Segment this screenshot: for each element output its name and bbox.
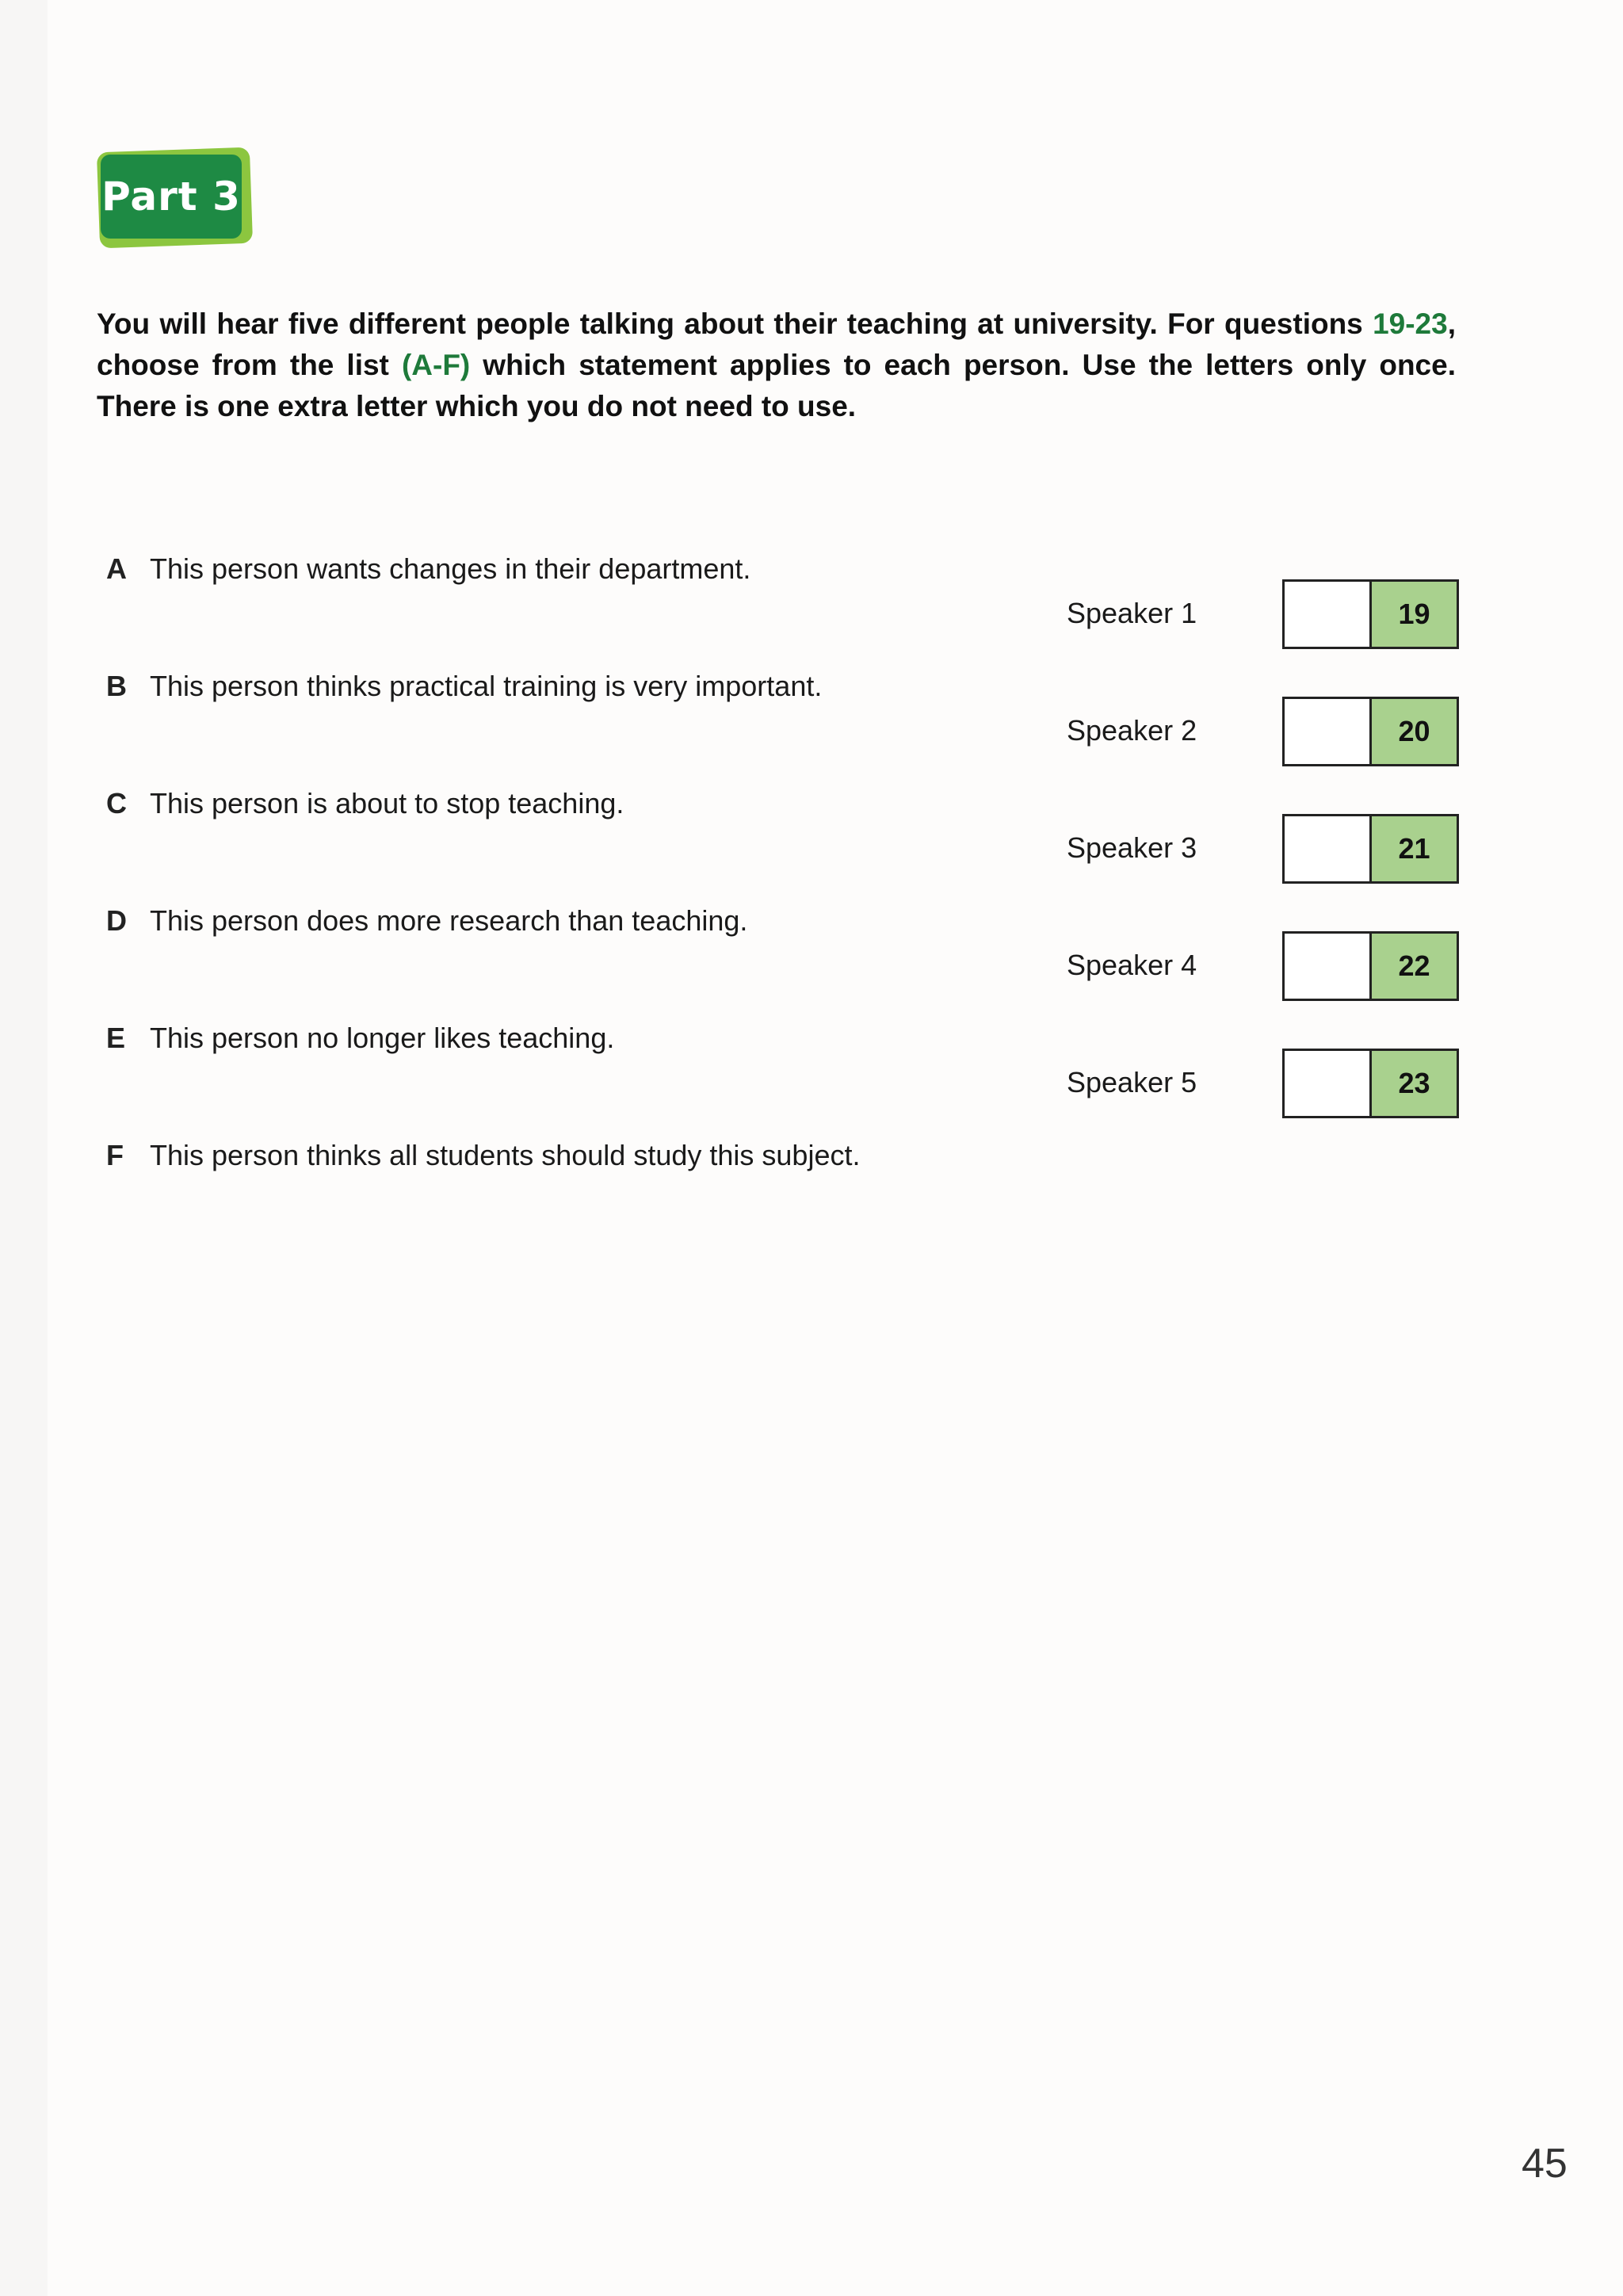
instructions-end: which statement applies to each person. Use the letters only once. There is one extra letter which you do not need to use. <box>97 349 1456 422</box>
answer-box-19 <box>1282 579 1459 649</box>
instructions <box>97 304 1456 427</box>
question-number: 23 <box>1372 1051 1457 1116</box>
question-number: 19 <box>1372 582 1457 647</box>
statement-letter: B <box>106 670 127 702</box>
answer-input[interactable] <box>1285 1051 1372 1116</box>
statement-text: This person is about to stop teaching. <box>150 787 624 819</box>
statement-letter: A <box>106 552 127 585</box>
speaker-row-3 <box>1067 814 1457 882</box>
instructions-intro: You will hear five different people talking about their teaching at university. For questions <box>97 308 1373 340</box>
statement-f <box>106 1136 860 1175</box>
statement-letter: F <box>106 1139 124 1171</box>
answer-box-23 <box>1282 1049 1459 1118</box>
answer-input[interactable] <box>1285 582 1372 647</box>
speaker-label: Speaker 5 <box>1067 1066 1197 1098</box>
statement-e <box>106 1018 614 1058</box>
statement-c <box>106 784 624 823</box>
speaker-row-4 <box>1067 931 1457 999</box>
statement-letter: D <box>106 904 127 937</box>
letter-range: (A-F) <box>401 349 471 381</box>
speaker-label: Speaker 3 <box>1067 831 1197 864</box>
question-range: 19-23 <box>1373 308 1448 340</box>
speaker-label: Speaker 1 <box>1067 597 1197 629</box>
statement-a <box>106 549 750 589</box>
answer-box-22 <box>1282 931 1459 1001</box>
instructions-middle: , choose from the list <box>97 308 1456 381</box>
answer-box-20 <box>1282 697 1459 766</box>
speaker-label: Speaker 2 <box>1067 714 1197 747</box>
statement-text: This person thinks all students should study this subject. <box>150 1139 861 1171</box>
statement-letter: C <box>106 787 127 819</box>
answer-input[interactable] <box>1285 934 1372 999</box>
answer-box-21 <box>1282 814 1459 884</box>
statement-text: This person no longer likes teaching. <box>150 1022 615 1054</box>
statement-text: This person does more research than teaching. <box>150 904 748 937</box>
speaker-row-2 <box>1067 697 1457 765</box>
question-number: 21 <box>1372 816 1457 881</box>
question-number: 22 <box>1372 934 1457 999</box>
answer-input[interactable] <box>1285 816 1372 881</box>
speaker-row-1 <box>1067 579 1457 648</box>
statement-text: This person thinks practical training is very important. <box>150 670 823 702</box>
statement-b <box>106 667 822 706</box>
question-number: 20 <box>1372 699 1457 764</box>
speaker-label: Speaker 4 <box>1067 949 1197 981</box>
answer-input[interactable] <box>1285 699 1372 764</box>
part-badge: Part 3 <box>101 155 242 239</box>
statement-text: This person wants changes in their department. <box>150 552 751 585</box>
statement-letter: E <box>106 1022 126 1054</box>
page-number: 45 <box>1522 2141 1568 2187</box>
speaker-row-5 <box>1067 1049 1457 1117</box>
statement-d <box>106 901 747 941</box>
